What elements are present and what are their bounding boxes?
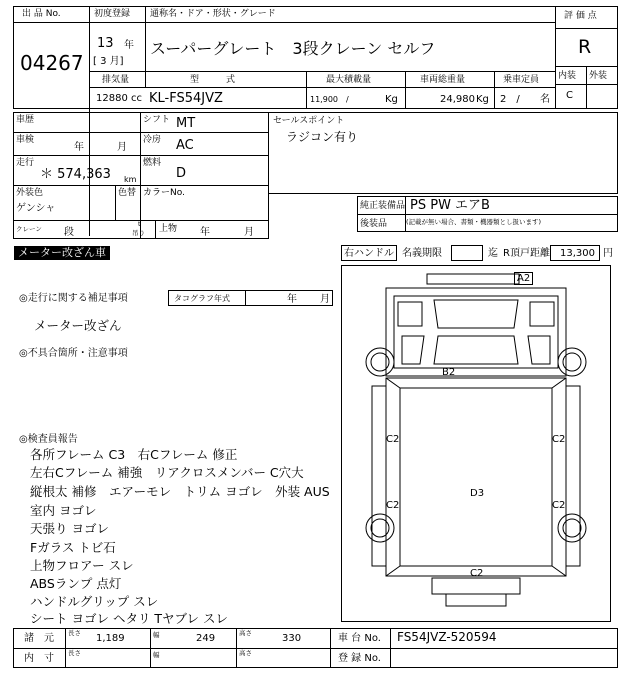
reg-year-unit: 年 (124, 40, 134, 51)
inspector-line: ABSランプ 点灯 (30, 576, 122, 591)
length-label: 長さ (68, 629, 81, 637)
sales-point-label: セールスポイント (273, 116, 345, 126)
upper-month-unit: 月 (244, 227, 254, 238)
inspection-year-unit: 年 (74, 142, 84, 153)
damage-code: D3 (470, 488, 485, 499)
upper-body-label: 上物 (159, 224, 178, 234)
inspection-label: 車検 (16, 135, 35, 145)
exterior-label: 外装 (589, 71, 608, 81)
color-value: ゲンシャ (16, 203, 56, 214)
capacity-value: 2 / (500, 94, 520, 105)
inspector-title: ◎検査員報告 (19, 434, 78, 445)
r-mileage-label: R頂戸距離 (503, 248, 550, 259)
equipment-value: PS PW エアB (410, 198, 490, 213)
crane-stage-unit: 段 (64, 227, 74, 238)
inner-height-label: 高さ (239, 649, 252, 657)
width-label: 幅 (153, 631, 160, 639)
gross-weight-label: 車両総重量 (420, 75, 466, 85)
damage-code: C2 (552, 500, 566, 511)
dims-label: 諸 元 (24, 633, 54, 644)
grade-label: 評 価 点 (564, 11, 597, 21)
equipment-label: 純正装備品 (360, 201, 406, 211)
r-mileage-unit: 円 (603, 248, 613, 259)
displacement-unit: cc (131, 93, 142, 104)
desc-label: 通称名・ドア・形状・グレード (150, 9, 276, 19)
name-change-label: 名義期限 (402, 248, 442, 259)
fuel-value: D (176, 166, 187, 181)
inspector-line: 上物フロアー スレ (30, 558, 134, 573)
supplement-title: ◎走行に関する補足事項 (19, 293, 128, 304)
inspector-line: 左右Cフレーム 補強 リアクロスメンバー C穴大 (30, 465, 304, 480)
damage-code: B2 (442, 367, 456, 378)
mileage-unit: km (124, 175, 137, 184)
width-value: 249 (196, 633, 216, 644)
capacity-unit: 名 (540, 94, 550, 105)
mileage-value: ＊ 574,363 (40, 167, 111, 182)
hoist-label: 吊り (132, 229, 145, 237)
retrofit-note: (記載が無い場合、書類・機器類とし扱います) (406, 218, 542, 226)
sales-point-text: ラジコン有り (286, 130, 359, 144)
reg-year: 13 (97, 36, 114, 51)
damage-code: A2 (514, 272, 533, 285)
interior-label: 内装 (558, 71, 577, 81)
inspector-line: ハンドルグリップ スレ (30, 594, 159, 609)
inspector-line: 天張り ヨゴレ (30, 521, 109, 536)
chassis-label: 車 台 No. (338, 633, 381, 644)
interior-grade: C (566, 90, 573, 101)
inner-width-label: 幅 (153, 651, 160, 659)
upper-year-unit: 年 (200, 227, 210, 238)
damage-diagram (341, 265, 611, 622)
chassis-number: FS54JVZ-520594 (397, 630, 497, 644)
max-load-label: 最大積載量 (326, 75, 372, 85)
length-value: 1,189 (96, 633, 125, 644)
tacho-label: タコグラフ年式 (174, 294, 230, 303)
supplement-text: メーター改ざん (34, 318, 122, 333)
registration-label: 登 録 No. (338, 653, 381, 664)
mileage-label: 走行 (16, 158, 35, 168)
tacho-month-unit: 月 (320, 294, 330, 305)
gross-weight-value: 24,980 (440, 94, 475, 105)
lot-number: 04267 (20, 51, 84, 75)
overall-grade: R (578, 36, 592, 58)
crane-ton-unit: t (138, 220, 141, 228)
inner-dims-label: 内 寸 (24, 653, 54, 664)
damage-code: C2 (552, 434, 566, 445)
ac-label: 冷房 (143, 135, 162, 145)
retrofit-label: 後装品 (360, 219, 388, 229)
reg-month: [ 3 月] (93, 56, 124, 67)
first-reg-label: 初度登録 (94, 9, 131, 19)
inspector-line: シート ヨゴレ ヘタリ Tヤブレ スレ (30, 611, 229, 626)
capacity-label: 乗車定員 (503, 75, 540, 85)
model-title: スーパーグレート 3段クレーン セルフ (150, 39, 436, 58)
meter-tampered-badge: メーター改ざん車 (14, 246, 110, 260)
color-no-label: カラーNo. (143, 188, 185, 198)
fuel-label: 燃料 (143, 158, 162, 168)
damage-code: C2 (386, 500, 400, 511)
lot-label: 出 品 No. (22, 9, 61, 19)
inspector-line: 室内 ヨゴレ (30, 503, 97, 518)
handle-value: 右ハンドル (344, 248, 394, 259)
height-label: 高さ (239, 629, 252, 637)
inspector-line: Fガラス トビ石 (30, 540, 116, 555)
max-load-value: 11,900 / (310, 95, 349, 104)
name-change-box (451, 245, 483, 261)
inspection-month-unit: 月 (117, 142, 127, 153)
model-code: KL-FS54JVZ (149, 91, 223, 106)
tacho-year-unit: 年 (287, 294, 297, 305)
inner-length-label: 長さ (68, 649, 81, 657)
inspector-line: 各所フレーム C3 右Cフレーム 修正 (30, 447, 238, 462)
crane-label: クレーン (16, 225, 42, 233)
damage-code: C2 (386, 434, 400, 445)
displacement-label: 排気量 (102, 75, 130, 85)
color-label: 外装色 (16, 188, 44, 198)
defect-title: ◎不具合箇所・注意事項 (19, 348, 128, 359)
shift-label: シフト (143, 115, 171, 125)
inspector-line: 縦根太 補修 エアーモレ トリム ヨゴレ 外装 AUS (30, 484, 330, 499)
history-label: 車歴 (16, 115, 35, 125)
color-change-label: 色替 (118, 188, 137, 198)
remaining-label: 迄 (488, 248, 498, 259)
max-load-unit: Kg (385, 94, 398, 105)
gross-weight-unit: Kg (476, 94, 489, 105)
displacement-value: 12880 (96, 93, 128, 104)
ac-value: AC (176, 138, 194, 153)
height-value: 330 (282, 633, 302, 644)
r-mileage-value: 13,300 (560, 248, 595, 259)
model-label: 型 式 (190, 75, 236, 85)
damage-code: C2 (470, 568, 484, 579)
shift-value: MT (176, 116, 196, 131)
